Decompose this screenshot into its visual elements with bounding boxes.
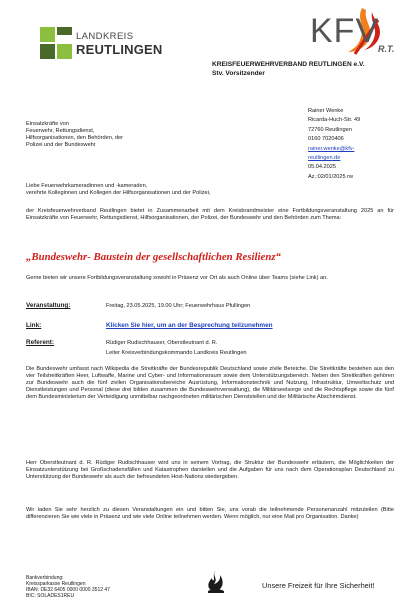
org-role: Stv. Vorsitzender <box>212 70 265 77</box>
landkreis-emblem-icon <box>40 27 74 63</box>
event-label: Veranstaltung: <box>26 302 71 309</box>
sender-name: Rainer Wenke <box>308 108 344 114</box>
link-row <box>26 323 396 333</box>
bank-title: Bankverbindung: <box>26 575 64 581</box>
sender-city: 72760 Reutlingen <box>308 126 352 133</box>
landkreis-name-line2: REUTLINGEN <box>76 42 163 57</box>
offer-paragraph: Gerne bieten wir unsere Fortbildungsveranstaltung sowohl in Präsenz vor Ort als auch Online über Teams (siehe Link) an. <box>26 275 328 281</box>
invitation-paragraph: Wir laden Sie sehr herzlich zu diesen Veranstaltungen ein und bitten Sie, uns vorab die teilnehmende Personenanzahl mitzuteilen (Bitte differenzieren Sie wie viele in Präsenz und wie viele Online teilnehmen werden. Wenn möglich, nur eine Mail pro Organisation. Danke) <box>26 507 394 520</box>
referent-label: Referent: <box>26 339 55 346</box>
kfv-logo-sub: R.T. <box>378 44 395 54</box>
recipient-line: Feuerwehr, Rettungsdienst, <box>26 127 95 134</box>
talk-paragraph: Herr Oberstleutnant d. R. Rüdiger Rudischhauser wird uns in seinem Vortrag, die Struktur der Bundeswehr erläutern, die Möglichkeiten der Einsatzunterstützung bei Großschadensfällen und Katastrophen darstellen und die Aufgaben für uns nach dem Operationsplan Deutschland zu Unterstützung der Bundeswehr als auch der befreundeten Host-Nations wiedergeben. <box>26 460 394 480</box>
link-label: Link: <box>26 322 42 329</box>
bank-name: Kreissparkasse Reutlingen <box>26 581 86 587</box>
sender-street: Ricarda-Huch-Str. 49 <box>308 117 361 124</box>
greeting-line: Liebe Feuerwehrkameradinnen und -kameraden, <box>26 183 148 189</box>
slogan: Unsere Freizeit für Ihre Sicherheit! <box>262 581 375 590</box>
kfv-logo <box>300 6 405 62</box>
intro-paragraph: der Kreisfeuerwehrverband Reutlingen bietet in Zusammenarbeit mit dem Kreisbrandmeister eine Fortbildungsveranstaltung 2025 an für Einsatzkräfte von Feuerwehr, Rettungsdienst, Hilfsorganisationen, der Polizei, der Bundeswehr und den Behörden zum Thema: <box>26 208 394 221</box>
event-row <box>26 303 396 313</box>
referent-name: Rüdiger Rudischhauser, Oberstleutnant d. R. <box>106 340 218 346</box>
landkreis-name-line1: LANDKREIS <box>76 31 134 42</box>
bank-details <box>26 575 146 599</box>
referent-row <box>26 340 396 360</box>
sender-email-link-cont[interactable]: reutlingen.de <box>308 155 341 162</box>
recipient-line: Einsatzkräfte von <box>26 121 69 127</box>
letter-date: 05.04.2025 <box>308 164 336 171</box>
event-headline: „Bundeswehr- Baustein der gesellschaftlichen Resilienz“ <box>26 251 281 263</box>
sender-email-link[interactable]: rainer.wenke@kfv- <box>308 145 355 152</box>
sender-phone: 0160 7020406 <box>308 136 344 143</box>
greeting <box>26 183 394 197</box>
org-name: KREISFEUERWEHRVERBAND REUTLINGEN e.V. <box>212 61 365 68</box>
bank-iban: IBAN: DE32 6405 0000 0000 3512 47 <box>26 587 110 593</box>
landkreis-logo <box>40 24 170 68</box>
greeting-line: verehrte Kolleginnen und Kollegen der Hilfsorganisationen und der Polizei, <box>26 189 211 196</box>
recipient-line: Polizei und der Bundeswehr <box>26 141 96 148</box>
referent-title: Leiter Kreisverbindungskommando Landkreis Reutlingen <box>106 350 247 356</box>
teams-meeting-link[interactable]: Klicken Sie hier, um an der Besprechung teilzunehmen <box>106 322 273 329</box>
kfv-logo-text: KFV <box>310 12 380 50</box>
sender-block <box>308 107 413 182</box>
letter-reference: Az.:02/01/2025 rw <box>308 173 354 180</box>
event-value: Freitag, 23.05.2025, 19.00 Uhr; Feuerwehrhaus Pfullingen <box>106 303 251 309</box>
recipient-line: Hilfsorganisationen, den Behörden, der <box>26 134 124 141</box>
recipient-address <box>26 121 226 149</box>
bank-bic: BIC: SOLADES1REU <box>26 593 75 599</box>
bundeswehr-paragraph: Die Bundeswehr umfasst nach Wikipedia die Streitkräfte der Bundesrepublik Deutschland sowie zivile Bereiche. Die Streitkräfte bestehen aus den vier Teilstreitkräften Heer, Luftwaffe, Marine und Cyber- und Informationsraum sowie dem Unterstützungsbereich. Neben den Streitkräften gehören zur Bundeswehr auch die fünf zivilen Organisationsbereiche Ausrüstung, Informationstechnik und Nutzung, Infrastruktur, Umweltschutz und Dienstleistungen und Personal (diese drei bilden zusammen die Bundeswehrverwaltung), die Militärseelsorge und die Rechtspflege sowie die fünf dem Bundesministerium der Verteidigung unmittelbar nachgeordneten militärischen Dienststellen und der Militärische Abschirmdienst. <box>26 366 394 400</box>
fire-helmet-icon <box>205 569 227 595</box>
